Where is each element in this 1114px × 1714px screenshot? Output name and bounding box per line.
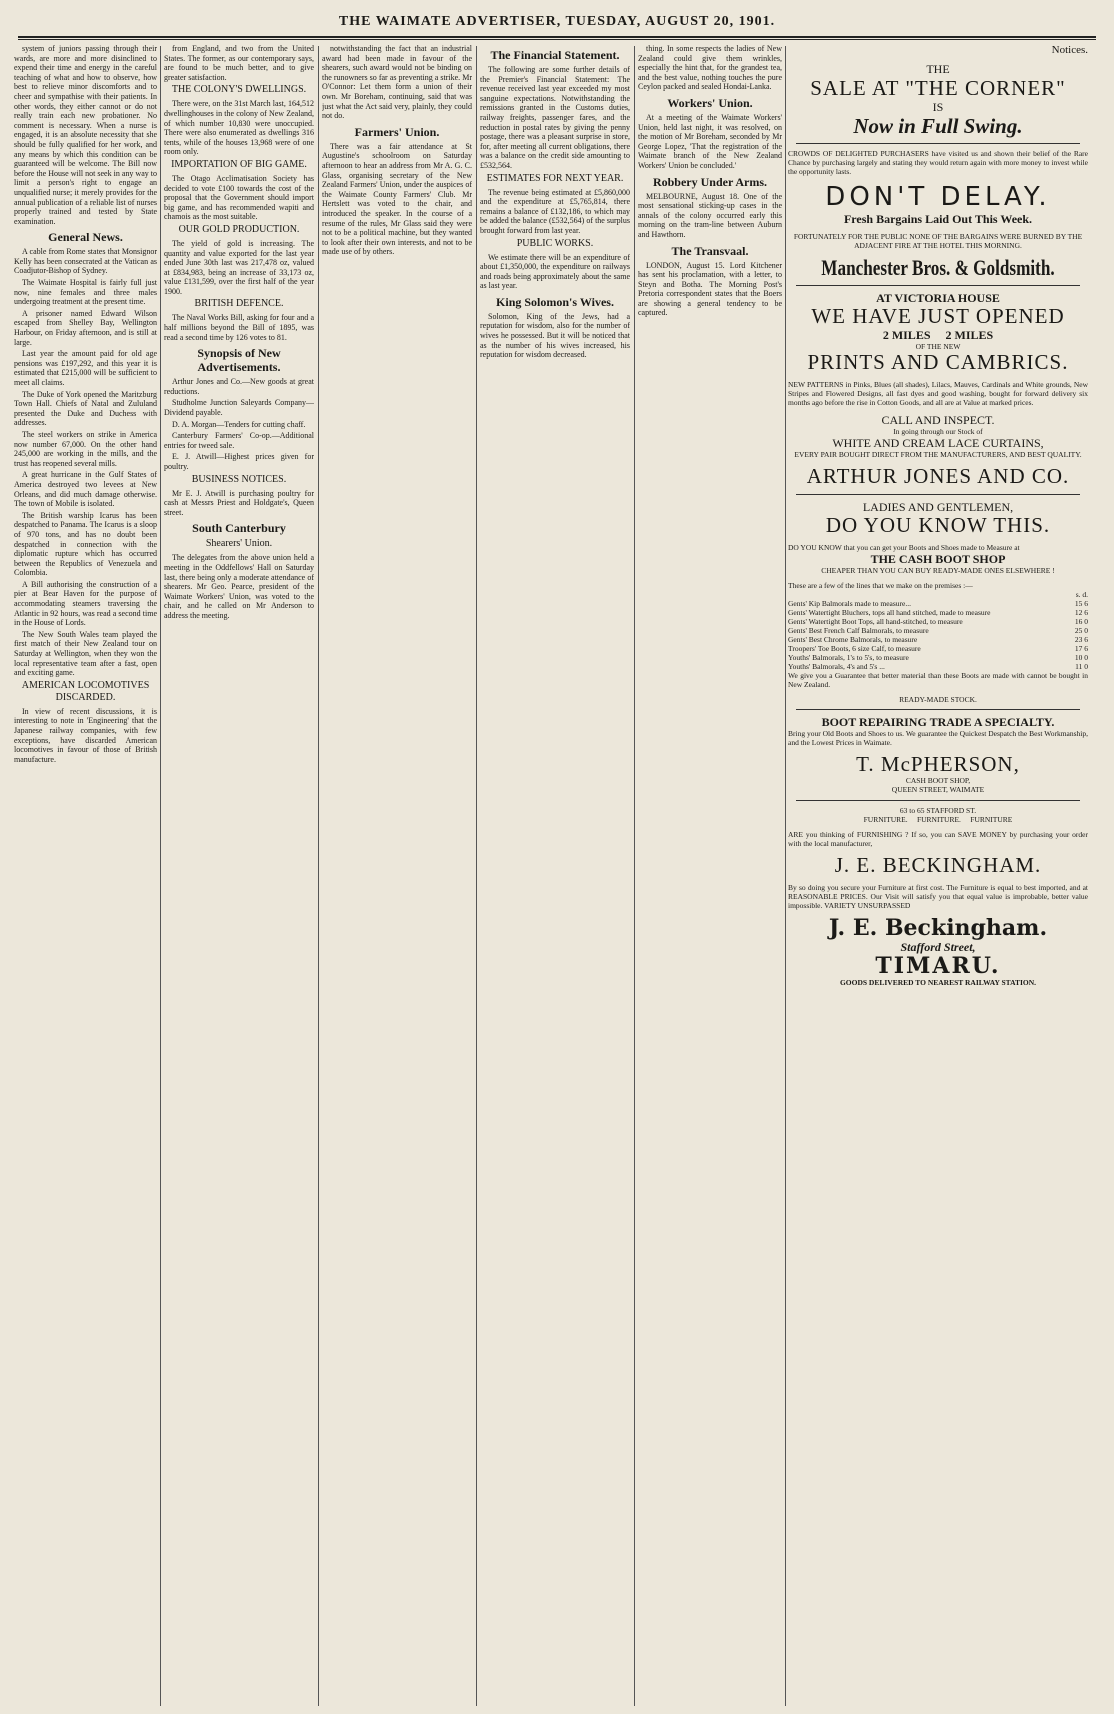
mcpherson: T. McPHERSON, <box>856 752 1020 776</box>
divider <box>796 800 1080 801</box>
stafford-street: Stafford Street, <box>900 940 976 954</box>
news-item: The Waimate Hospital is fairly full just now, nine females and three males undergoing treatment at the present time. <box>14 278 157 307</box>
column-1 <box>14 44 157 1706</box>
divider <box>796 285 1080 286</box>
column-divider <box>318 46 319 1706</box>
locomotives-heading: AMERICAN LOCOMOTIVES DISCARDED. <box>21 679 150 703</box>
going-through: In going through our Stock of <box>893 427 983 436</box>
estimates-heading: ESTIMATES FOR NEXT YEAR. <box>486 172 624 184</box>
price-row <box>788 644 1088 653</box>
cash-boot-shop-line: CASH BOOT SHOP, <box>905 776 971 785</box>
divider <box>796 494 1080 495</box>
transvaal-text: LONDON, August 15. Lord Kitchener has sent his proclamation, with a letter, to Steyn and Botha. The Morning Post's Pretoria correspondent states that the Boers are showing a general tendency to be captured. <box>638 260 782 318</box>
sale-is: IS <box>932 100 944 114</box>
section-text: The Otago Acclimatisation Society has decided to vote £100 towards the cost of the proposal that the Government should import big game, and has recommended wapiti and chamois as the most suitable. <box>164 173 314 222</box>
price-header-label: s. d. <box>1075 590 1088 599</box>
news-item: The British warship Icarus has been despatched to Panama. The Icarus is a sloop of 970 tons, and has no doubt been despatched in connection with the diplomatic rupture which has occurred between the Republics of Venezuela and Colombia. <box>14 510 157 578</box>
fresh-bargains: Fresh Bargains Laid Out This Week. <box>843 212 1033 226</box>
section-text: The yield of gold is increasing. The quantity and value exported for the last year ended June 30th last was 217,478 oz, valued at £834,983, being an increase of 33,173 oz, value £131,599, over the first half of the year 1900. <box>164 238 314 296</box>
dont-delay: DON'T DELAY. <box>825 182 1051 212</box>
timaru: TIMARU. <box>875 953 1001 979</box>
public-works-heading: PUBLIC WORKS. <box>516 237 594 249</box>
price-row <box>788 662 1088 671</box>
sale-text: CROWDS OF DELIGHTED PURCHASERS have visited us and shown their belief of the Rare Chance by purchasing largely and stating they would return again with more money to invest while the opportunity lasts. <box>788 149 1088 176</box>
price-item: Youths' Balmorals, 1's to 5's, to measure <box>788 653 909 662</box>
fortunately-text: FORTUNATELY FOR THE PUBLIC NONE OF THE BARGAINS WERE BURNED BY THE ADJACENT FIRE AT THE HOTEL THIS MORNING. <box>793 232 1083 250</box>
lines-intro: These are a few of the lines that we make on the premises :— <box>788 581 973 590</box>
synopsis-item: D. A. Morgan—Tenders for cutting chaff. <box>172 419 306 429</box>
notices-heading: Notices. <box>1051 44 1088 56</box>
section-text: There were, on the 31st March last, 164,512 dwellinghouses in the colony of New Zealand, of which number 10,830 were unoccupied. There were also enumerated as dwellings 316 tents, while of the houses 13,968 were of one room only. <box>164 99 314 157</box>
sale-the: THE <box>926 62 950 76</box>
divider <box>796 709 1080 710</box>
guarantee-text: We give you a Guarantee that better material than these Boots are made with cannot be bought in New Zealand. <box>788 671 1088 689</box>
furnishing-text: ARE you thinking of FURNISHING ? If so, you can SAVE MONEY by purchasing your order with the local manufacturer, <box>788 830 1088 848</box>
ready-made-stock: READY-MADE STOCK. <box>899 695 977 704</box>
arthur-jones: ARTHUR JONES AND CO. <box>806 464 1070 488</box>
column-divider <box>476 46 477 1706</box>
bring-boots-text: Bring your Old Boots and Shoes to us. We guarantee the Quickest Despatch the Best Workmanship, and the Lowest Prices in Waimate. <box>788 729 1088 747</box>
do-you-know: DO YOU KNOW THIS. <box>825 513 1051 537</box>
news-item: A great hurricane in the Gulf States of America destroyed two levees at New Orleans, and did much damage otherwise. The town of Mobile is isolated. <box>14 470 157 509</box>
news-item: A Bill authorising the construction of a pier at Bear Haven for the purpose of accommodating steamers traversing the Atlantic in 92 hours, was read a second time in the House of Lords. <box>14 579 157 628</box>
price-item: Gents' Best Chrome Balmorals, to measure <box>788 635 918 644</box>
boots-text: DO YOU KNOW that you can get your Boots and Shoes made to Measure at <box>788 543 1020 552</box>
transvaal-heading: The Transvaal. <box>671 243 749 258</box>
farmers-union-heading: Farmers' Union. <box>354 124 440 139</box>
price-value: 25 0 <box>1074 626 1088 635</box>
boot-repairing: BOOT REPAIRING TRADE A SPECIALTY. <box>821 715 1055 729</box>
price-row <box>788 653 1088 662</box>
price-value: 17 6 <box>1074 644 1088 653</box>
price-item: Gents' Best French Calf Balmorals, to measure <box>788 626 929 635</box>
robbery-heading: Robbery Under Arms. <box>652 174 768 189</box>
price-row <box>788 635 1088 644</box>
price-item: Troopers' Toe Boots, 6 size Calf, to measure <box>788 644 921 653</box>
tea-article: thing. In some respects the ladies of New Zealand could give them wrinkles, especially the hint that, for the grandest tea, and the best value, nothing touches the pure Ceylon packed and sealed Hondai-Lanka. <box>638 44 782 92</box>
king-solomon-text: Solomon, King of the Jews, had a reputation for wisdom, also for the number of wives he possessed. But it will be noticed that as the number of his wives increased, his reputation for wisdom decreased. <box>480 311 630 360</box>
price-value: 15 6 <box>1074 599 1088 608</box>
shearers-union-subheading: Shearers' Union. <box>205 538 273 550</box>
goods-delivered: GOODS DELIVERED TO NEAREST RAILWAY STATION. <box>839 978 1037 987</box>
beckingham-text: By so doing you secure your Furniture at first cost. The Furniture is equal to best imported, and at REASONABLE PRICES. Our Visit will satisfy you that equal value is improbable, better value impossible. VARIETY UNSURPASSED <box>788 883 1088 910</box>
synopsis-item: Studholme Junction Saleyards Company—Dividend payable. <box>164 398 314 418</box>
price-value: 11 0 <box>1075 662 1088 671</box>
two-miles: 2 MILES 2 MILES <box>882 328 994 342</box>
beckingham-name: J. E. BECKINGHAM. <box>834 853 1042 877</box>
price-item: Gents' Watertight Boot Tops, all hand-stitched, to measure <box>788 617 963 626</box>
financial-statement-heading: The Financial Statement. <box>490 48 620 62</box>
business-heading: BUSINESS NOTICES. <box>191 473 287 485</box>
lace-curtains: WHITE AND CREAM LACE CURTAINS, <box>832 436 1044 450</box>
price-header <box>788 590 1088 599</box>
section-heading: OUR GOLD PRODUCTION. <box>178 223 300 235</box>
masthead: THE WAIMATE ADVERTISER, TUESDAY, AUGUST 20, 1901. <box>338 14 776 29</box>
prints-cambrics: PRINTS AND CAMBRICS. <box>807 350 1069 374</box>
advertisements-column <box>788 44 1088 1706</box>
robbery-text: MELBOURNE, August 18. One of the most sensational sticking-up cases in the annals of the colony occurred early this morning on the tram-line between Auburn and Hawthorn. <box>638 191 782 239</box>
price-row <box>788 599 1088 608</box>
victoria-house: AT VICTORIA HOUSE <box>876 291 1000 305</box>
cheaper-text: CHEAPER THAN YOU CAN BUY READY-MADE ONES ELSEWHERE ! <box>821 566 1055 575</box>
news-item: The steel workers on strike in America now number 67,000. On the other hand 245,000 are working in the mills, and the trust has reopened several mills. <box>14 429 157 468</box>
furniture-line: FURNITURE. FURNITURE. FURNITURE <box>863 815 1013 824</box>
of-the-new: OF THE NEW <box>915 342 961 351</box>
section-heading: THE COLONY'S DWELLINGS. <box>171 84 307 96</box>
column-divider <box>634 46 635 1706</box>
south-canterbury-heading: South Canterbury <box>192 521 286 536</box>
just-opened: WE HAVE JUST OPENED <box>811 304 1065 328</box>
news-item: The Duke of York opened the Maritzburg Town Hall. Chiefs of Natal and Zululand presented the Duke and Duchess with addresses. <box>14 389 157 428</box>
general-news-heading: General News. <box>48 230 123 245</box>
queen-street: QUEEN STREET, WAIMATE <box>891 785 985 794</box>
price-item: Youths' Balmorals, 4's and 5's ... <box>788 662 885 671</box>
beckingham-signature: J. E. Beckingham. <box>828 915 1048 941</box>
price-value: 10 0 <box>1074 653 1088 662</box>
news-item: A prisoner named Edward Wilson escaped from Shelley Bay, Wellington Harbour, on Friday afternoon, and is still at large. <box>14 308 157 347</box>
public-works-text: We estimate there will be an expenditure of about £1,350,000, the expenditure on railways and roads being approximately about the same as last year. <box>480 252 630 291</box>
section-text: The Naval Works Bill, asking for four and a half millions beyond the Bill of 1895, was read a second time by 126 votes to 81. <box>164 313 314 342</box>
article-continuation: from England, and two from the United States. The former, as our contemporary says, are found to be much better, and to give greater satisfaction. <box>164 44 314 82</box>
stafford-address: 63 to 65 STAFFORD ST. <box>899 806 977 815</box>
column-3 <box>322 44 472 1706</box>
cash-boot-shop: THE CASH BOOT SHOP <box>870 552 1006 566</box>
price-row <box>788 608 1088 617</box>
price-value: 16 0 <box>1074 617 1088 626</box>
workers-union-heading: Workers' Union. <box>667 95 753 110</box>
nurses-article: system of juniors passing through their wards, are more and more disinclined to expend their time and energy in the careful teaching of what and how to observe, how best to relieve minor discomforts and to cheer and sympathise with their patients. In other words, they either cannot or do not really train each new probationer. No comment is necessary. When a nurse is engaged, it is an absolute necessity that she should be fully qualified for her work, and any means by which this condition can be guaranteed will be welcome. The Bill now before the House will not seek in any way to limit a person's right to engage an unqualified nurse; it merely provides for the annual publication of a reliable list of nurses properly trained and tested by State examination. <box>14 44 157 226</box>
price-value: 23 6 <box>1074 635 1088 644</box>
synopsis-item: E. J. Atwill—Highest prices given for poultry. <box>164 452 314 471</box>
column-5 <box>638 44 782 1706</box>
workers-union-text: At a meeting of the Waimate Workers' Union, held last night, it was resolved, on the motion of Mr Boreham, seconded by Mr George Lopez, 'That the registration of the Waimate branch of the New Zealand Workers' Union be concluded.' <box>638 112 782 170</box>
manchester-bros: Manchester Bros. & Goldsmith. <box>821 255 1055 280</box>
section-heading: BRITISH DEFENCE. <box>194 298 284 310</box>
section-heading: IMPORTATION OF BIG GAME. <box>171 158 307 170</box>
column-divider <box>785 46 786 1706</box>
column-4 <box>480 44 630 1706</box>
farmers-union-text: There was a fair attendance at St Augustine's schoolroom on Saturday afternoon to hear an address from Mr A. G. C. Glass, organising secretary of the New Zealand Farmers' Union, under the auspices of the Waimate County Farmers' Club. Mr Hertslett was voted to the chair, and introduced the speaker. In the course of a resume of the rules, Mr Glass said they were not to be a political machine, but they wanted to look after their own interests, and not to be made use of by others. <box>322 141 472 257</box>
price-value: 12 6 <box>1074 608 1088 617</box>
locomotives-text: In view of recent discussions, it is interesting to note in 'Engineering' that the Japanese railway companies, with few exceptions, have discarded American locomotives in favour of those of British manufacture. <box>14 706 157 764</box>
price-item: Gents' Kip Balmorals made to measure... <box>788 599 911 608</box>
price-row <box>788 617 1088 626</box>
synopsis-item: Canterbury Farmers' Co-op.—Additional entries for tweed sale. <box>164 431 314 450</box>
ladies-gentlemen: LADIES AND GENTLEMEN, <box>862 500 1014 514</box>
new-patterns-text: NEW PATTERNS in Pinks, Blues (all shades), Lilacs, Mauves, Cardinals and White grounds, New Stripes and Flowered Designs, all fast dyes and good washing, bought for forward delivery six months ago before the rise in Cotton Goods, and all are at Value at marked prices. <box>788 380 1088 407</box>
shearers-continuation: notwithstanding the fact that an industrial award had been made in favour of the shearers, such award would not be binding on the runowners so far as preventing a strike. Mr O'Connor: Let them form a union of their own. Mr Boreham, continuing, said that was just what the Act said very, plainly, they could not do. <box>322 44 472 121</box>
financial-statement-text: The following are some further details of the Premier's Financial Statement: The revenue received last year exceeded my most sanguine expectations. Notwithstanding the remissions granted in the Customs duties, railway freights, passenger fares, and the reduction in postal rates by giving the penny postage, there was a pleasant surprise in store, for, after meeting all current obligations, there was a balance on the credit side amounting to £532,564. <box>480 65 630 170</box>
news-item: Last year the amount paid for old age pensions was £197,292, and this year it is estimated that £215,000 will be sufficient to meet all claims. <box>14 349 157 387</box>
estimates-text: The revenue being estimated at £5,860,000 and the expenditure at £5,765,814, there remains a balance of £132,186, to which may be added the balance (£532,564) of the surplus brought forward from last year. <box>480 187 630 235</box>
business-text: Mr E. J. Atwill is purchasing poultry for cash at Messrs Priest and Holdgate's, Queen street. <box>164 488 314 517</box>
sale-title: SALE AT "THE CORNER" <box>810 76 1066 100</box>
shearers-text: The delegates from the above union held a meeting in the Oddfellows' Hall on Saturday last, there being only a moderate attendance of shearers. Mr Geo. Pearce, president of the Waimate Workers' Union, was voted to the chair, and he called on Mr Anderson to address the meeting. <box>164 553 314 620</box>
king-solomon-heading: King Solomon's Wives. <box>496 294 614 309</box>
column-2 <box>164 44 314 1706</box>
news-item: The New South Wales team played the first match of their New Zealand tour on Saturday at Wellington, when they won the local representative team after a fast, open and exciting game. <box>14 629 157 678</box>
price-item: Gents' Watertight Bluchers, tops all hand stitched, made to measure <box>788 608 991 617</box>
news-item: A cable from Rome states that Monsignor Kelly has been consecrated at the Vatican as Coadjutor-Bishop of Sydney. <box>14 247 157 276</box>
column-divider <box>160 46 161 1706</box>
sale-now: Now in Full Swing. <box>853 114 1023 138</box>
price-row <box>788 626 1088 635</box>
synopsis-item: Arthur Jones and Co.—New goods at great reductions. <box>164 377 314 396</box>
every-pair: EVERY PAIR BOUGHT DIRECT FROM THE MANUFACTURERS, AND BEST QUALITY. <box>794 450 1082 459</box>
synopsis-heading: Synopsis of New Advertisements. <box>197 346 281 375</box>
divider <box>796 143 1080 144</box>
call-inspect: CALL AND INSPECT. <box>881 413 995 427</box>
masthead-rule <box>18 36 1096 40</box>
